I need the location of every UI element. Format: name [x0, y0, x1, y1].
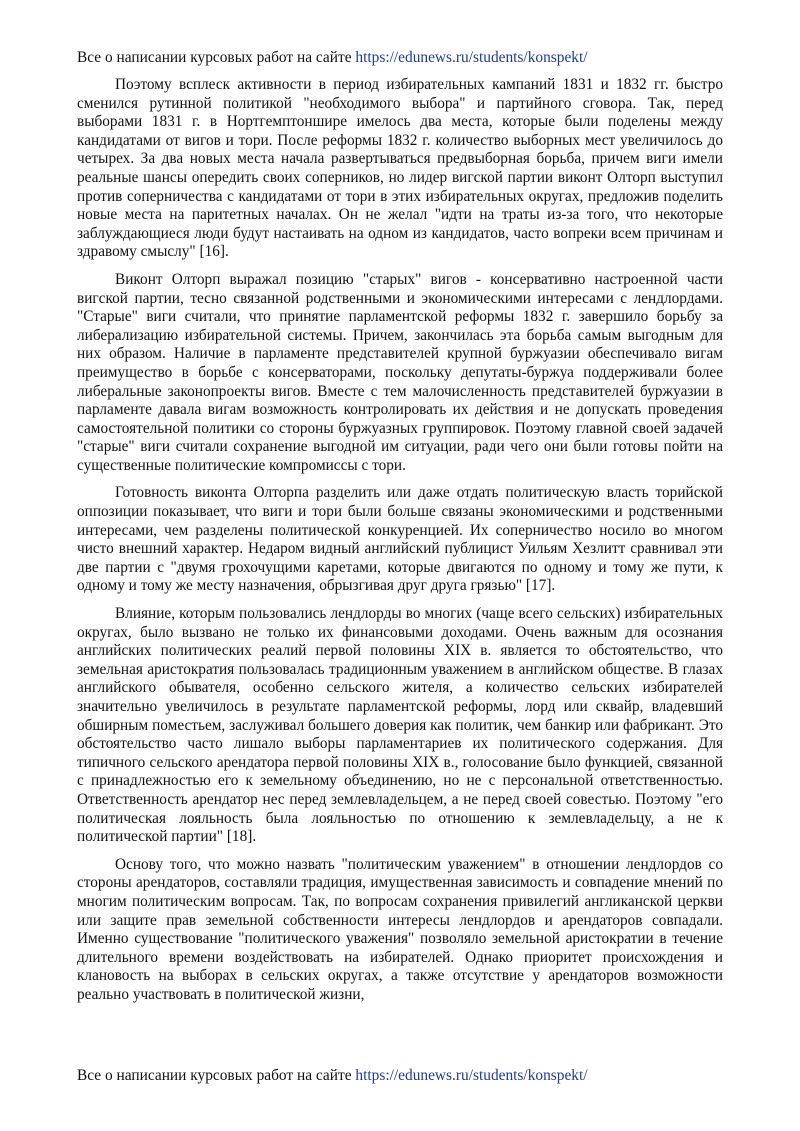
footer-link[interactable]: https://edunews.ru/students/konspekt/	[355, 1067, 588, 1084]
paragraph: Виконт Олторп выражал позицию "старых" вигов - консервативно настроенной части вигской партии, тесно связанной родственными и экономическими интересами с лендлордами. "Старые" виги считали, что принятие парламентской реформы 1832 г. завершило борьбу за либерализацию избирательной системы. Причем, закончилась эта борьба самым выгодным для них образом. Наличие в парламенте представителей крупной буржуазии обеспечивало вигам преимущество в борьбе с консерваторами, поскольку депутаты-буржуа поддерживали более либеральные законопроекты вигов. Вместе с тем малочисленность представителей буржуазии в парламенте давала вигам возможность контролировать их действия и не допускать проведения самостоятельной политики со стороны буржуазных группировок. Поэтому главной своей задачей "старые" виги считали сохранение выгодной им ситуации, ради чего они были готовы пойти на существенные политические компромиссы с тори.	[77, 270, 723, 474]
paragraph: Готовность виконта Олторпа разделить или даже отдать политическую власть торийской оппозиции показывает, что виги и тори были больше связаны экономическими и родственными интересами, чем разделены политической конкуренцией. Их соперничество носило во многом чисто внешний характер. Недаром видный английский публицист Уильям Хезлитт сравнивал эти две партии с "двумя грохочущими каретами, которые двигаются по одному и тому же пути, к одному и тому же месту назначения, обрызгивая друг друга грязью" [17].	[77, 484, 723, 595]
paragraph: Влияние, которым пользовались лендлорды во многих (чаще всего сельских) избирательных округах, было вызвано не только их финансовыми доходами. Очень важным для осознания английских политических реалий первой половины XIX в. является то обстоятельство, что земельная аристократия пользовалась традиционным уважением в английском обществе. В глазах английского обывателя, особенно сельского жителя, а количество сельских избирателей значительно увеличилось в результате парламентской реформы, лорд или сквайр, владевший обширным поместьем, заслуживал большего доверия как политик, чем банкир или фабрикант. Это обстоятельство часто лишало выборы парламентариев их политического содержания. Для типичного сельского арендатора первой половины XIX в., голосование было функцией, связанной с принадлежностью его к земельному объединению, но не с персональной ответственностью. Ответственность арендатор нес перед землевладельцем, а не перед своей совестью. Поэтому "его политическая лояльность была лояльностью по отношению к землевладельцу, а не к политической партии" [18].	[77, 605, 723, 846]
footer-text: Все о написании курсовых работ на сайте	[77, 1067, 356, 1084]
header-text: Все о написании курсовых работ на сайте	[77, 49, 356, 66]
header-link[interactable]: https://edunews.ru/students/konspekt/	[355, 49, 588, 66]
document-body	[77, 76, 723, 1014]
paragraph: Основу того, что можно назвать "политическим уважением" в отношении лендлордов со стороны арендаторов, составляли традиция, имущественная зависимость и совпадение мнений по многим политическим вопросам. Так, по вопросам сохранения привилегий англиканской церкви или защите прав земельной собственности интересы лендлордов и арендаторов совпадали. Именно существование "политического уважения" позволяло земельной аристократии в течение длительного времени воздействовать на избирателей. Однако приоритет происхождения и клановость на выборах в сельских округах, а также отсутствие у арендаторов возможности реально участвовать в политической жизни,	[77, 855, 723, 1003]
page-header	[77, 48, 588, 67]
paragraph: Поэтому всплеск активности в период избирательных кампаний 1831 и 1832 гг. быстро сменился рутинной политикой "необходимого выбора" и партийного сговора. Так, перед выборами 1831 г. в Нортгемптоншире имелось два места, которые были поделены между кандидатами от вигов и тори. После реформы 1832 г. количество выборных мест увеличилось до четырех. За два новых места начала развертываться предвыборная борьба, причем виги имели реальные шансы опередить своих соперников, но лидер вигской партии виконт Олторп выступил против соперничества с кандидатами от тори в этих избирательных округах, предложив поделить новые места на паритетных началах. Он не желал "идти на траты из-за того, что некоторые заблуждающиеся люди будут настаивать на одном из кандидатов, часто вопреки всем причинам и здравому смыслу" [16].	[77, 76, 723, 261]
page-footer	[77, 1066, 588, 1085]
